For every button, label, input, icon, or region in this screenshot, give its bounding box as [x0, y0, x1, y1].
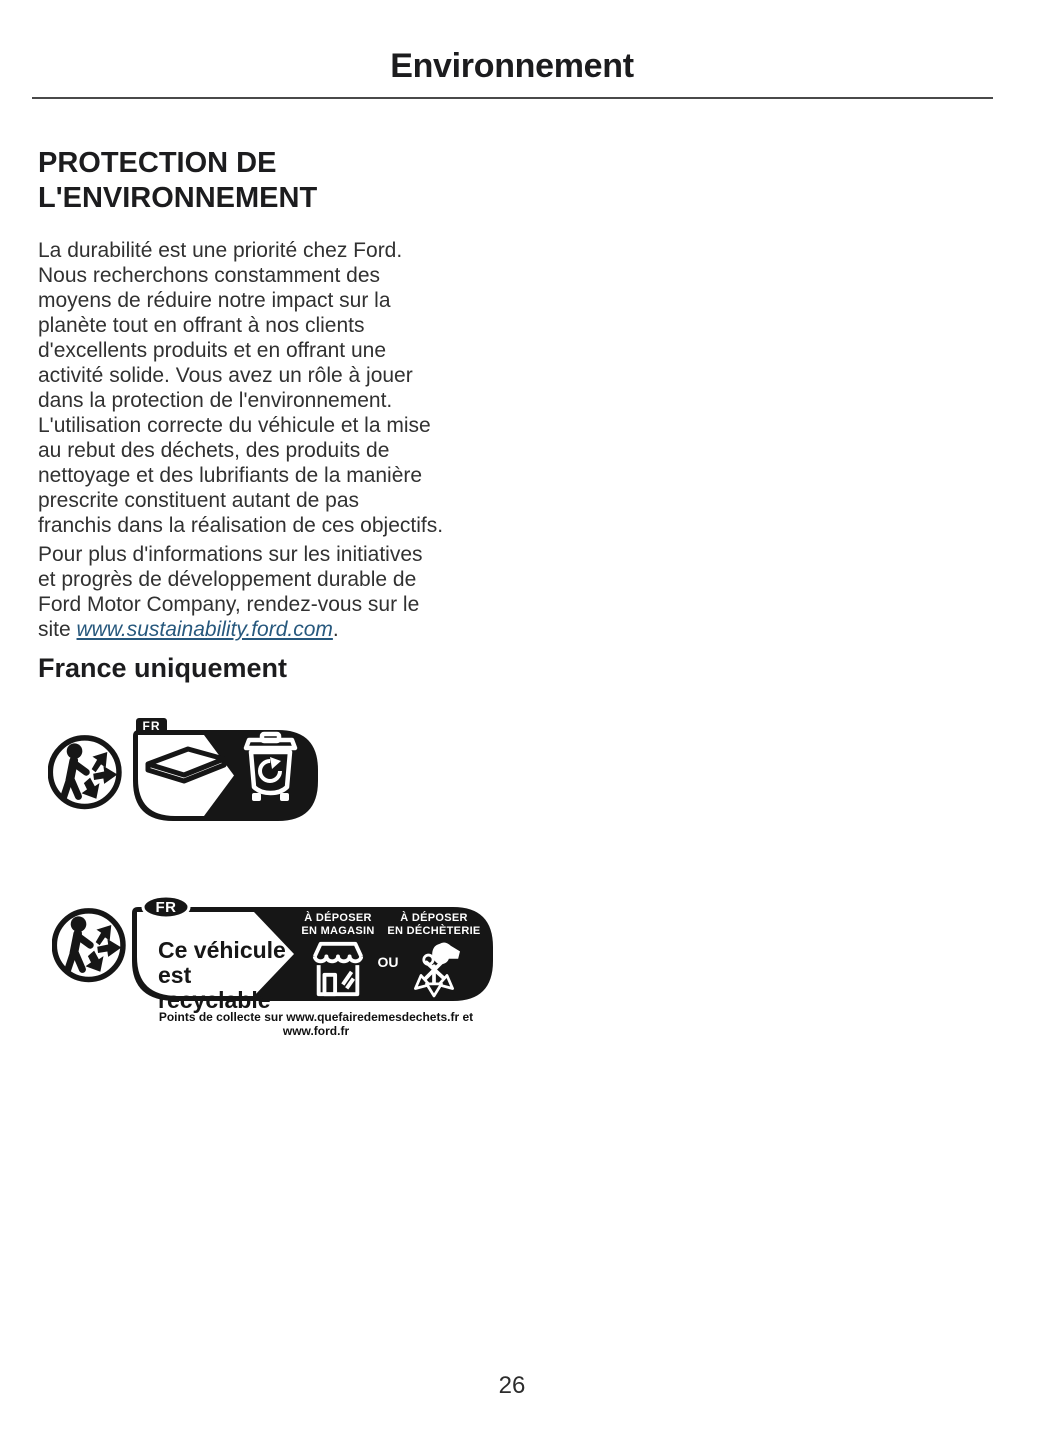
fr-country-tag: FR [142, 719, 161, 733]
text-line-with-link [38, 617, 538, 642]
text-line: EN MAGASIN [301, 925, 375, 937]
text-line: L'utilisation correcte du véhicule et la mise [38, 414, 431, 437]
text-line: Pour plus d'informations sur les initiatives [38, 543, 423, 566]
text-line: d'excellents produits et en offrant une [38, 339, 387, 362]
triman-recycling-icon [52, 905, 130, 987]
text-line: moyens de réduire notre impact sur la [38, 289, 391, 312]
dropoff-dump-heading [374, 912, 494, 938]
storefront-icon [308, 940, 368, 998]
text-line: EN DÉCHÈTERIE [387, 925, 481, 937]
text-line: Ce véhicule [158, 937, 286, 963]
link-suffix-text: . [332, 618, 339, 641]
page-number: 26 [498, 1372, 526, 1399]
text-line: franchis dans la réalisation de ces objectifs. [38, 514, 444, 537]
text-line: prescrite constituent autant de pas [38, 489, 360, 512]
subheading-france-only: France uniquement [38, 653, 288, 683]
text-line: au rebut des déchets, des produits de [38, 439, 390, 462]
text-line: planète tout en offrant à nos clients [38, 314, 365, 337]
recycle-label-part-graphic [133, 718, 318, 821]
text-line: et progrès de développement durable de [38, 568, 417, 591]
collection-points-caption: Points de collecte sur www.quefairedemesdechets.fr et www.ford.fr [158, 1010, 474, 1038]
hand-dropoff-dechetterie-icon [408, 940, 460, 998]
text-line: À DÉPOSER [304, 912, 372, 924]
paragraph-sustainability [38, 238, 538, 538]
recycle-label-vehicle [132, 896, 493, 1038]
text-line: À DÉPOSER [400, 912, 468, 924]
section-heading-line1: PROTECTION DE [38, 147, 277, 179]
section-heading [38, 146, 508, 216]
title-divider [32, 97, 993, 99]
text-line: Nous recherchons constamment des [38, 264, 380, 287]
page-title: Environnement [390, 47, 634, 85]
text-line: dans la protection de l'environnement. [38, 389, 393, 412]
text-line: nettoyage et des lubrifiants de la manière [38, 464, 423, 487]
section-heading-line2: L'ENVIRONNEMENT [38, 182, 318, 214]
text-line: Ford Motor Company, rendez-vous sur le [38, 593, 420, 616]
text-line: est recyclable [158, 962, 271, 1013]
link-prefix-text: site [38, 618, 77, 641]
triman-recycling-icon [48, 733, 126, 813]
text-line: activité solide. Vous avez un rôle à jouer [38, 364, 413, 387]
text-line: La durabilité est une priorité chez Ford. [38, 239, 403, 262]
paragraph-more-info [38, 542, 538, 642]
recycle-label-part [133, 718, 318, 821]
fr-country-tag: FR [155, 899, 177, 916]
or-label: OU [377, 954, 399, 970]
sustainability-link[interactable]: www.sustainability.ford.com [76, 618, 333, 641]
vehicle-recyclable-text [158, 938, 298, 1013]
